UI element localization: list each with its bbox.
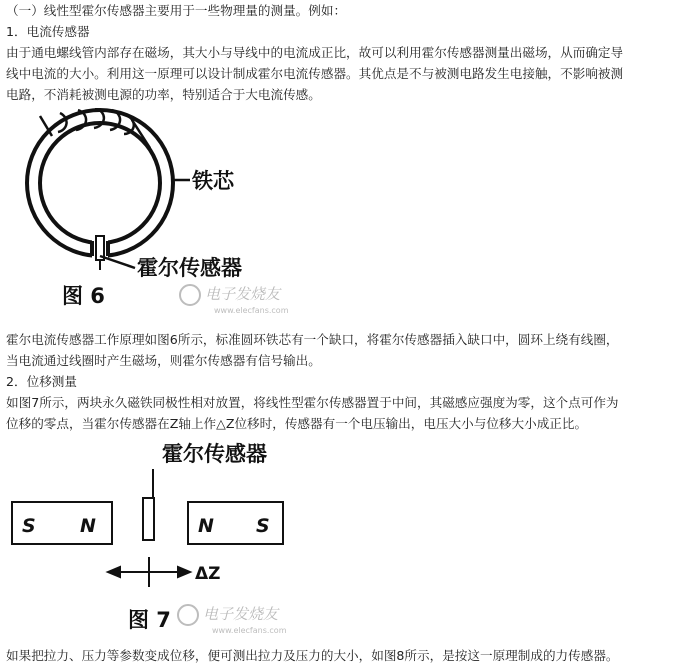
figure-6-current-sensor (0, 108, 330, 323)
current-sensor-heading: 1．电流传感器 (6, 24, 90, 39)
paragraph-line: 位移的零点，当霍尔传感器在Z轴上作△Z位移时，传感器有一个电压输出，电压大小与位移大小成正比。 (6, 416, 588, 431)
displacement-heading: 2．位移测量 (6, 374, 77, 389)
paragraph-line: 霍尔电流传感器工作原理如图6所示，标准圆环铁芯有一个缺口，将霍尔传感器插入缺口中，圆环上绕有线圈， (6, 332, 619, 347)
right-magnet (188, 502, 283, 544)
section-heading: （一）线性型霍尔传感器主要用于一些物理量的测量。例如： (6, 3, 347, 18)
svg-text:S: S (22, 515, 36, 537)
delta-z-label: ΔZ (195, 564, 221, 584)
svg-text:www.elecfans.com: www.elecfans.com (212, 626, 287, 635)
left-magnet (12, 502, 112, 544)
paragraph-line: 如图7所示，两块永久磁铁同极性相对放置，将线性型霍尔传感器置于中间，其磁感应强度为零，这个点可作为 (6, 395, 619, 410)
hall-sensor-label: 霍尔传感器 (137, 256, 242, 280)
svg-text:N: N (198, 515, 214, 537)
paragraph-line: 由于通电螺线管内部存在磁场，其大小与导线中的电流成正比，故可以利用霍尔传感器测量出磁场，从而确定导 (6, 45, 624, 60)
hall-sensor-chip (143, 498, 154, 540)
svg-text:电子发烧友: 电子发烧友 (203, 605, 279, 623)
footer-paragraph: 如果把拉力、压力等参数变成位移，便可测出拉力及压力的大小，如图8所示，是按这一原理制成的力传感器。 (6, 648, 619, 663)
hall-sensor-label: 霍尔传感器 (162, 442, 267, 466)
figure-7-displacement (0, 435, 330, 640)
core-label: 铁芯 (192, 169, 234, 193)
svg-text:N: N (80, 515, 96, 537)
paragraph-line: 线中电流的大小。利用这一原理可以设计制成霍尔电流传感器。其优点是不与被测电路发生电接触，不影响被测 (6, 66, 624, 81)
paragraph-line: 当电流通过线圈时产生磁场，则霍尔传感器有信号输出。 (6, 353, 321, 368)
svg-text:www.elecfans.com: www.elecfans.com (214, 306, 289, 315)
svg-text:S: S (256, 515, 270, 537)
svg-text:电子发烧友: 电子发烧友 (205, 285, 281, 303)
figure-caption: 图 6 (62, 284, 105, 308)
paragraph-line: 电路，不消耗被测电源的功率，特别适合于大电流传感。 (6, 87, 321, 102)
figure-caption: 图 7 (128, 608, 171, 632)
